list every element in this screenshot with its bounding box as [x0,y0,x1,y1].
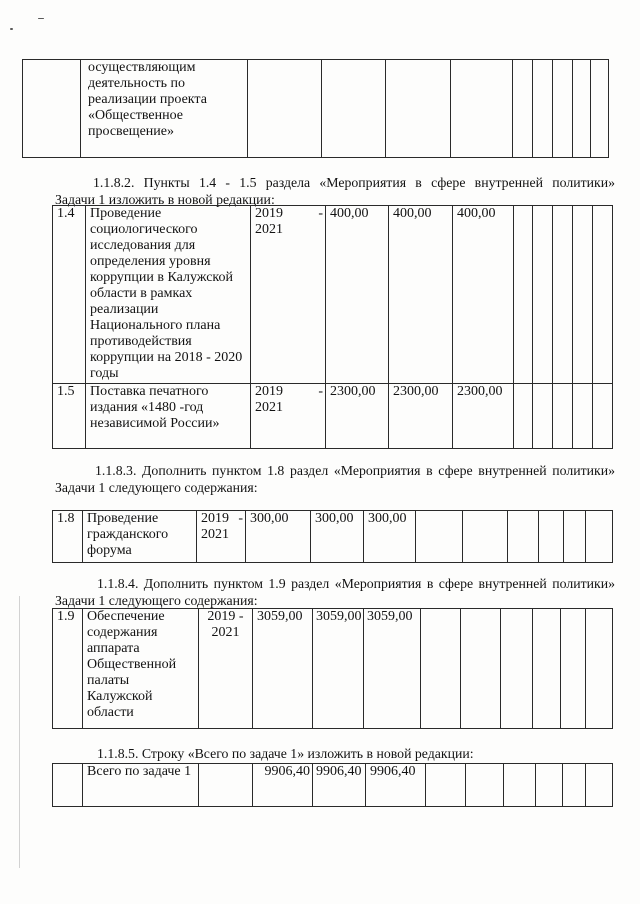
table-row-1-4 [53,206,613,384]
scan-speck [38,18,44,19]
cell-empty [514,384,533,449]
cell-empty [553,206,573,384]
cell-empty [533,384,553,449]
cell-empty [426,764,466,807]
cell-amount [386,60,451,158]
cell-empty [591,60,609,158]
cell-empty [504,764,536,807]
cell-empty [561,609,586,729]
clause-line: 1.1.8.5. Строку «Всего по задаче 1» изложить в новой редакции: [97,746,474,761]
cell-empty [416,511,463,563]
cell-empty [553,60,573,158]
cell-amount [451,60,513,158]
clause-1-1-8-2 [55,174,615,208]
cell-years: 2019 - 2021 [251,206,326,384]
cell-amount: 300,00 [311,511,364,563]
cell-activity: Проведение гражданского форума [83,511,197,563]
cell-years [199,764,253,807]
cell-item-number [53,764,83,807]
item-1-9-table [52,608,613,729]
cell-amount: 300,00 [246,511,311,563]
cell-item-number: 1.5 [53,384,86,449]
table-row [23,60,609,158]
cell-amount: 2300,00 [453,384,514,449]
cell-amount: 3059,00 [253,609,313,729]
clause-1-1-8-5 [55,745,615,762]
cell-item-number: 1.8 [53,511,83,563]
item-1-8-table [52,510,613,563]
cell-empty [536,764,563,807]
cell-empty [553,384,573,449]
cell-amount: 2300,00 [389,384,453,449]
cell-amount: 9906,40 [313,764,366,807]
cell-amount: 3059,00 [364,609,421,729]
items-1-4-1-5-table [52,205,613,449]
cell-years [248,60,322,158]
table-row-1-9 [53,609,613,729]
total-task-1-table [52,763,613,807]
cell-empty [533,60,553,158]
cell-item-number: 1.4 [53,206,86,384]
clause-line: Задачи 1 следующего содержания: [55,480,258,495]
cell-activity: Проведение социологического исследования для определения уровня коррупции в Калужской области в рамках реализации Национального плана противодействия коррупции на 2018 - 2020 годы [86,206,251,384]
cell-amount: 400,00 [389,206,453,384]
cell-empty [563,764,586,807]
cell-empty [564,511,586,563]
cell-empty [533,609,561,729]
clause-line: 1.1.8.3. Дополнить пунктом 1.8 раздел «Мероприятия в сфере внутренней политики» [95,463,615,478]
cell-empty [533,206,553,384]
cell-amount: 3059,00 [313,609,364,729]
cell-empty [586,764,613,807]
scan-speck [10,28,13,30]
continuation-table [22,59,609,158]
cell-empty [513,60,533,158]
cell-empty [466,764,504,807]
cell-empty [573,206,593,384]
cell-amount: 400,00 [453,206,514,384]
cell-empty [501,609,533,729]
clause-line: Задачи 1 следующего содержания: [55,593,258,608]
cell-empty [421,609,461,729]
cell-activity: Поставка печатного издания «1480 -год независимой России» [86,384,251,449]
table-row-1-8 [53,511,613,563]
cell-empty [463,511,508,563]
clause-1-1-8-4 [55,575,615,609]
clause-line: 1.1.8.2. Пункты 1.4 - 1.5 раздела «Мероприятия в сфере внутренней политики» [93,175,615,190]
cell-empty [539,511,564,563]
cell-amount [322,60,386,158]
cell-empty [593,206,613,384]
cell-amount: 9906,40 [253,764,313,807]
cell-years: 2019 - 2021 [251,384,326,449]
cell-amount: 9906,40 [366,764,426,807]
cell-activity: осуществляющим деятельность по реализации проекта «Общественное просвещение» [81,60,248,158]
cell-empty [508,511,539,563]
cell-years: 2019 - 2021 [197,511,246,563]
cell-amount: 2300,00 [326,384,389,449]
clause-line: Задачи 1 изложить в новой редакции: [55,192,275,207]
clause-1-1-8-3 [55,462,615,496]
cell-item-number [23,60,81,158]
cell-empty [586,511,613,563]
cell-empty [461,609,501,729]
table-row-1-5 [53,384,613,449]
cell-total-label: Всего по задаче 1 [83,764,199,807]
cell-amount: 300,00 [364,511,416,563]
cell-empty [573,384,593,449]
cell-empty [514,206,533,384]
cell-item-number: 1.9 [53,609,83,729]
cell-years: 2019 - 2021 [199,609,253,729]
table-row-total [53,764,613,807]
scan-edge-line [19,596,20,868]
cell-amount: 400,00 [326,206,389,384]
cell-empty [573,60,591,158]
cell-activity: Обеспечение содержания аппарата Общественной палаты Калужской области [83,609,199,729]
clause-line: 1.1.8.4. Дополнить пунктом 1.9 раздел «Мероприятия в сфере внутренней политики» [97,576,615,591]
cell-empty [593,384,613,449]
cell-empty [586,609,613,729]
